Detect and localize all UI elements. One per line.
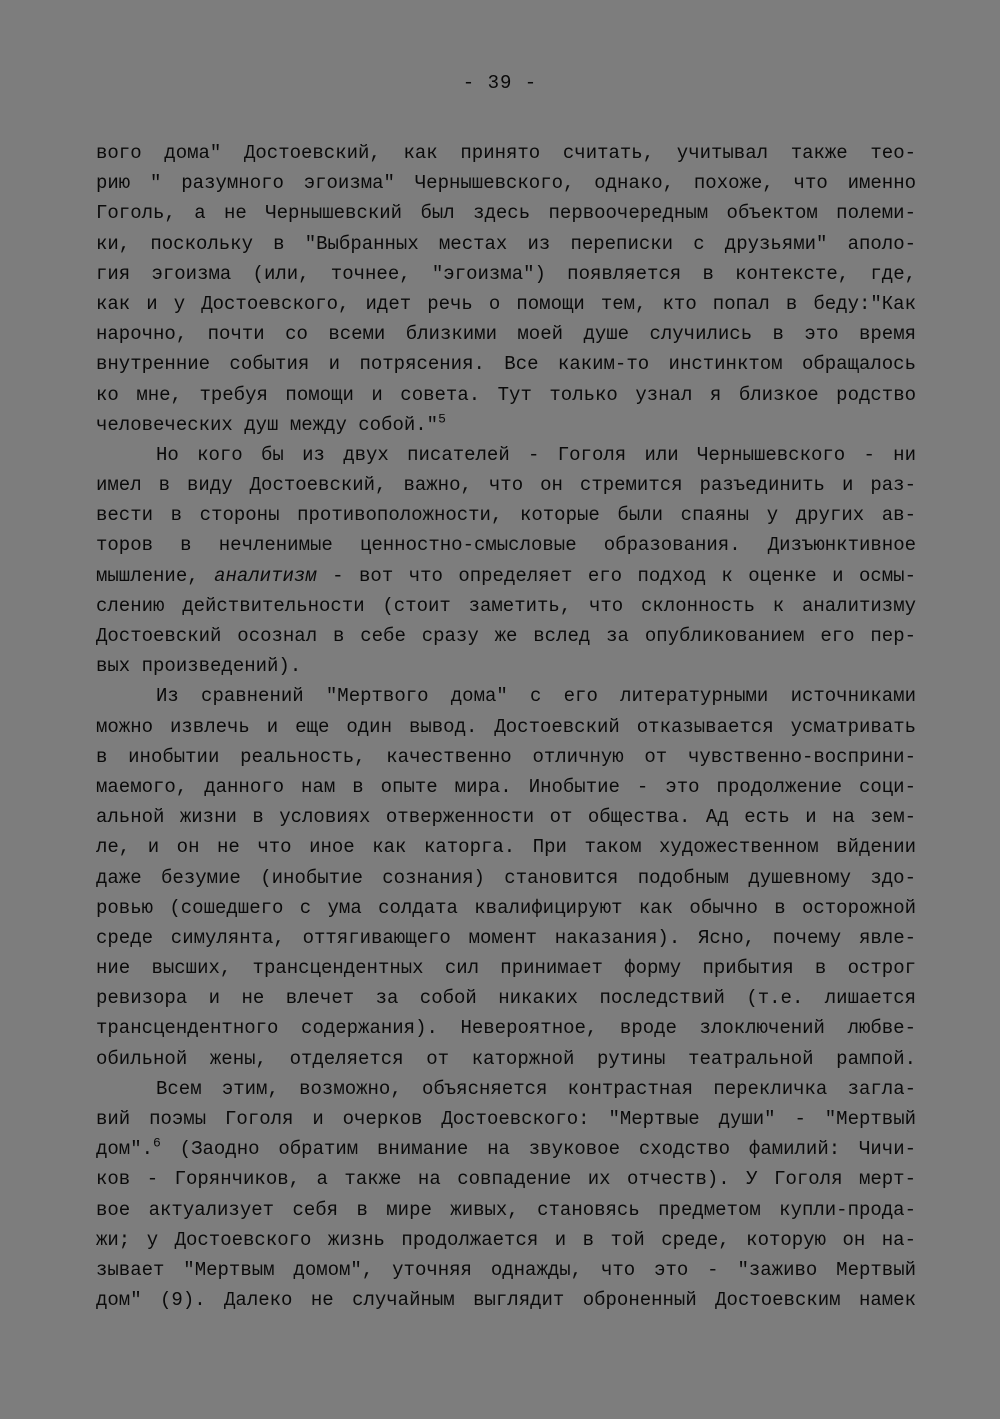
text-line: альной жизни в условиях отверженности от общества. Ад есть и на зем- bbox=[96, 806, 916, 829]
text-line: в инобытии реальность, качественно отличную от чувственно-восприни- bbox=[96, 745, 916, 768]
text-line-content: человеческих душ между собой." bbox=[96, 413, 439, 436]
text-line: нарочно, почти со всеми близкими моей душе случились в это время bbox=[96, 323, 916, 346]
text-line: вести в стороны противоположности, которые были спаяны у других ав- bbox=[96, 504, 916, 527]
text-fragment: мышление, bbox=[96, 564, 215, 587]
text-line: ко мне, требуя помощи и совета. Тут только узнал я близкое родство bbox=[96, 383, 916, 406]
paragraph-start-line: Из сравнений "Мертвого дома" с его литературными источниками bbox=[156, 685, 916, 708]
text-line: среде симулянта, оттягивающего момент наказания). Ясно, почему явле- bbox=[96, 926, 916, 949]
text-line: вий поэмы Гоголя и очерков Достоевского: "Мертвые души" - "Мертвый bbox=[96, 1108, 916, 1130]
text-line bbox=[96, 1134, 916, 1164]
text-line: ков - Горянчиков, а также на совпадение их отчеств). У Гоголя мерт- bbox=[96, 1168, 916, 1191]
text-line: можно извлечь и еще один вывод. Достоевский отказывается усматривать bbox=[96, 715, 916, 738]
text-line: слению действительности (стоит заметить, что склонность к аналитизму bbox=[96, 594, 916, 617]
text-fragment: (Заодно обратим внимание на звуковое сходство фамилий: Чичи- bbox=[160, 1138, 916, 1161]
text-line: жи; у Достоевского жизнь продолжается и в той среде, которую он на- bbox=[96, 1228, 916, 1251]
text-line: вых произведений). bbox=[96, 655, 302, 678]
paragraph-start-line: Но кого бы из двух писателей - Гоголя или Чернышевского - ни bbox=[156, 443, 916, 466]
text-line: Достоевский осознал в себе сразу же вслед за опубликованием его пер- bbox=[96, 625, 916, 647]
footnote-marker: 6 bbox=[153, 1135, 161, 1151]
footnote-marker: 5 bbox=[438, 411, 446, 427]
text-line: вое актуализует себя в мире живых, становясь предметом купли-прода- bbox=[96, 1198, 916, 1221]
text-fragment: - вот что определяет его подход к оценке и осмы- bbox=[316, 564, 916, 587]
text-line: даже безумие (инобытие сознания) становится подобным душевному здо- bbox=[96, 866, 916, 889]
text-line: торов в нечленимые ценностно-смысловые образования. Дизъюнктивное bbox=[96, 534, 916, 557]
text-line: внутренние события и потрясения. Все каким-то инстинктом обращалось bbox=[96, 353, 916, 376]
text-line: ки, поскольку в "Выбранных местах из переписки с друзьями" аполо- bbox=[96, 232, 916, 255]
text-line-content bbox=[96, 1135, 916, 1161]
text-line: ровью (сошедшего с ума солдата квалифицируют как обычно в осторожной bbox=[96, 896, 916, 919]
text-line bbox=[96, 561, 916, 591]
italic-term: аналитизм bbox=[214, 564, 317, 587]
text-line bbox=[96, 410, 916, 440]
text-line: вого дома" Достоевский, как принято считать, учитывал также тео- bbox=[96, 142, 916, 164]
text-line: гия эгоизма (или, точнее, "эгоизма") появляется в контексте, где, bbox=[96, 262, 916, 285]
text-line: ле, и он не что иное как каторга. При таком художественном вйдении bbox=[96, 836, 916, 859]
text-line: маемого, данного нам в опыте мира. Инобытие - это продолжение соци- bbox=[96, 775, 916, 798]
text-line: ревизора и не влечет за собой никаких последствий (т.е. лишается bbox=[96, 987, 916, 1010]
text-line: зывает "Мертвым домом", уточняя однажды, что это - "заживо Мертвый bbox=[96, 1258, 916, 1281]
page-number: - 39 - bbox=[462, 72, 538, 94]
text-fragment: дом". bbox=[96, 1138, 154, 1161]
text-line: трансцендентного содержания). Невероятное, вроде злоключений любве- bbox=[96, 1017, 916, 1040]
text-line: ние высших, трансцендентных сил принимает форму прибытия в острог bbox=[96, 957, 916, 980]
text-line: имел в виду Достоевский, важно, что он стремится разъединить и раз- bbox=[96, 474, 916, 497]
text-line: рию " разумного эгоизма" Чернышевского, однако, похоже, что именно bbox=[96, 172, 916, 195]
text-line: обильной жены, отделяется от каторжной рутины театральной рампой. bbox=[96, 1047, 916, 1070]
body-text bbox=[96, 138, 916, 1315]
text-line: Гоголь, а не Чернышевский был здесь первоочередным объектом полеми- bbox=[96, 202, 916, 225]
paragraph-start-line: Всем этим, возможно, объясняется контрастная перекличка загла- bbox=[156, 1077, 916, 1100]
text-line: как и у Достоевского, идет речь о помощи тем, кто попал в беду:"Как bbox=[96, 292, 916, 315]
text-line: дом" (9). Далеко не случайным выглядит оброненный Достоевским намек bbox=[96, 1289, 916, 1312]
